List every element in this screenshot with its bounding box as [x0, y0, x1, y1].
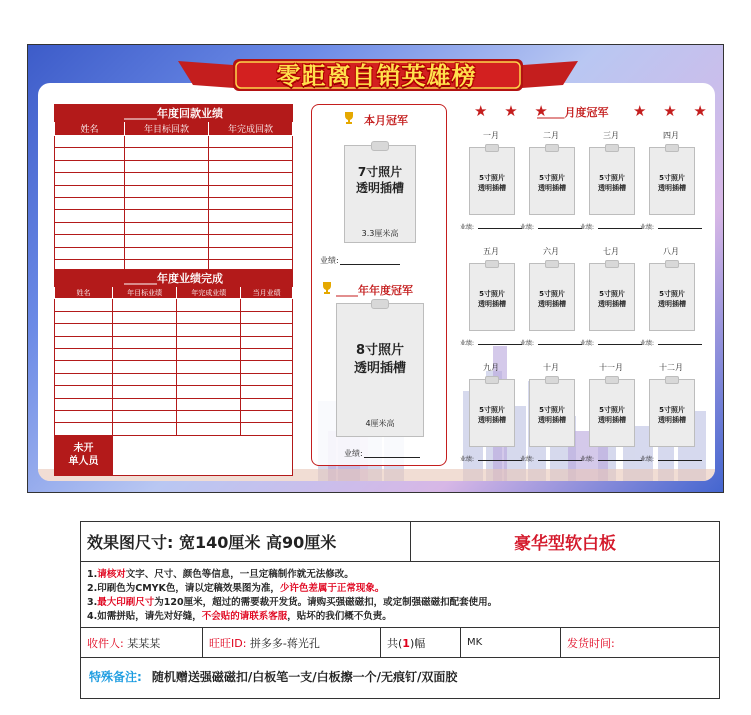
month-perf-label: 业绩: [580, 224, 595, 231]
month-perf-label: 业绩: [520, 340, 535, 347]
table-row [55, 160, 293, 172]
note-1: 1.请核对文字、尺寸、颜色等信息，一旦定稿制作就无法修改。 [87, 569, 354, 580]
photo-slot-5inch: 5寸照片 透明插槽 [649, 263, 695, 331]
remark-value: 随机赠送强磁磁扣/白板笔一支/白板擦一个/无痕钉/双面胶 [151, 670, 458, 684]
monthly-champion-title: 本月冠军 [364, 114, 408, 127]
photo-slot-5inch: 5寸照片 透明插槽 [589, 379, 635, 447]
photo-slot-height: 3.3厘米高 [361, 229, 399, 238]
month-name: 九月 [483, 363, 499, 372]
note-3: 3.最大印刷尺寸为120厘米，超过的需要裁开发货。请购买强磁磁扣，或定制强磁磁扣配套使用。 [87, 597, 498, 608]
month-perf-label: 业绩: [640, 456, 655, 463]
month-perf-label: 业绩: [520, 456, 535, 463]
spec-box [80, 521, 720, 699]
notes-block [81, 562, 719, 628]
month-perf-label: 业绩: [640, 340, 655, 347]
photo-slot-8inch: 8寸照片 透明插槽 4厘米高 [336, 303, 424, 437]
photo-slot-5inch: 5寸照片 透明插槽 [529, 379, 575, 447]
table-row [55, 311, 293, 323]
annual-performance-table [54, 269, 293, 476]
month-perf-label: 业绩: [460, 456, 475, 463]
champion-panel [311, 104, 447, 466]
photo-slot-5inch: 5寸照片 透明插槽 [469, 147, 515, 215]
mk-field: MK [461, 628, 561, 657]
trophy-icon [342, 111, 356, 125]
col-header-done: 年完成回款 [209, 122, 293, 136]
table-row [55, 361, 293, 373]
month-perf-label: 业绩: [460, 224, 475, 231]
month-name: 二月 [543, 131, 559, 140]
month-perf-label: 业绩: [580, 340, 595, 347]
month-name: 六月 [543, 247, 559, 256]
photo-slot-5inch: 5寸照片 透明插槽 [469, 263, 515, 331]
month-perf-label: 业绩: [520, 224, 535, 231]
note-2: 2.印刷色为CMYK色，请以定稿效果图为准，少许色差属于正常现象。 [87, 583, 385, 594]
table-row [55, 247, 293, 259]
product-type: 豪华型软白板 [514, 534, 616, 554]
table-row [55, 336, 293, 348]
board-title: 零距离自销英雄榜 [276, 62, 477, 90]
col-header-target: 年目标业绩 [113, 287, 177, 299]
month-name: 四月 [663, 131, 679, 140]
month-name: 一月 [483, 131, 499, 140]
photo-slot-7inch: 7寸照片 透明插槽 3.3厘米高 [344, 145, 416, 243]
month-perf-label: 业绩: [640, 224, 655, 231]
table-row [55, 386, 293, 398]
table-row [55, 373, 293, 385]
table-row [55, 299, 293, 311]
table-row [55, 148, 293, 160]
month-name: 八月 [663, 247, 679, 256]
col-header-month: 当月业绩 [241, 287, 293, 299]
table-row [55, 185, 293, 197]
trophy-icon [320, 281, 334, 295]
month-name: 三月 [603, 131, 619, 140]
ship-time-field: 发货时间: [567, 636, 615, 650]
col-header-target: 年目标回款 [125, 122, 209, 136]
stars-left: ★ ★ ★ [474, 102, 554, 120]
annual-champion-title: ____年年度冠军 [336, 284, 413, 297]
annual-collection-table [54, 104, 293, 272]
photo-slot-5inch: 5寸照片 透明插槽 [589, 147, 635, 215]
photo-slot-height: 4厘米高 [365, 419, 395, 428]
table-row [55, 423, 293, 435]
table-row [55, 235, 293, 247]
annual-performance-title: ______年度业绩完成 [55, 270, 293, 287]
col-header-name: 姓名 [55, 287, 113, 299]
no-sales-label: 未开 单人员 [55, 435, 113, 475]
table-row [55, 222, 293, 234]
remark-row [81, 658, 719, 698]
table-row [55, 197, 293, 209]
month-perf-label: 业绩: [580, 456, 595, 463]
month-name: 十一月 [599, 363, 623, 372]
stars-right: ★ ★ ★ [633, 102, 713, 120]
month-name: 七月 [603, 247, 619, 256]
photo-slot-5inch: 5寸照片 透明插槽 [469, 379, 515, 447]
photo-slot-5inch: 5寸照片 透明插槽 [589, 263, 635, 331]
month-perf-label: 业绩: [460, 340, 475, 347]
recipient-field: 收件人: 某某某 [81, 628, 203, 657]
col-header-name: 姓名 [55, 122, 125, 136]
annual-collection-title: ______年度回款业绩 [55, 105, 293, 122]
board-size: 效果图尺寸: 宽140厘米 高90厘米 [87, 533, 337, 552]
photo-slot-5inch: 5寸照片 透明插槽 [649, 147, 695, 215]
quantity-field: 共(1)幅 [381, 628, 461, 657]
photo-slot-5inch: 5寸照片 透明插槽 [529, 263, 575, 331]
table-row [55, 398, 293, 410]
photo-slot-5inch: 5寸照片 透明插槽 [649, 379, 695, 447]
month-name: 五月 [483, 247, 499, 256]
photo-slot-5inch: 5寸照片 透明插槽 [529, 147, 575, 215]
note-4: 4.如需拼贴，请先对好缝，不会贴的请联系客服，贴坏的我们概不负责。 [87, 611, 392, 622]
table-row [55, 136, 293, 148]
table-row [55, 410, 293, 422]
table-row [55, 210, 293, 222]
monthly-champions-title: _____月度冠军 [537, 106, 609, 119]
remark-label: 特殊备注: [89, 670, 142, 684]
monthly-perf-label: 业绩: [320, 256, 339, 265]
month-name: 十月 [543, 363, 559, 372]
wangwang-field: 旺旺ID: 拼多多-蒋光孔 [203, 628, 381, 657]
col-header-done: 年完成业绩 [177, 287, 241, 299]
table-row [55, 348, 293, 360]
table-row [55, 173, 293, 185]
table-row [55, 324, 293, 336]
month-name: 十二月 [659, 363, 683, 372]
annual-perf-label: 业绩: [344, 449, 363, 458]
